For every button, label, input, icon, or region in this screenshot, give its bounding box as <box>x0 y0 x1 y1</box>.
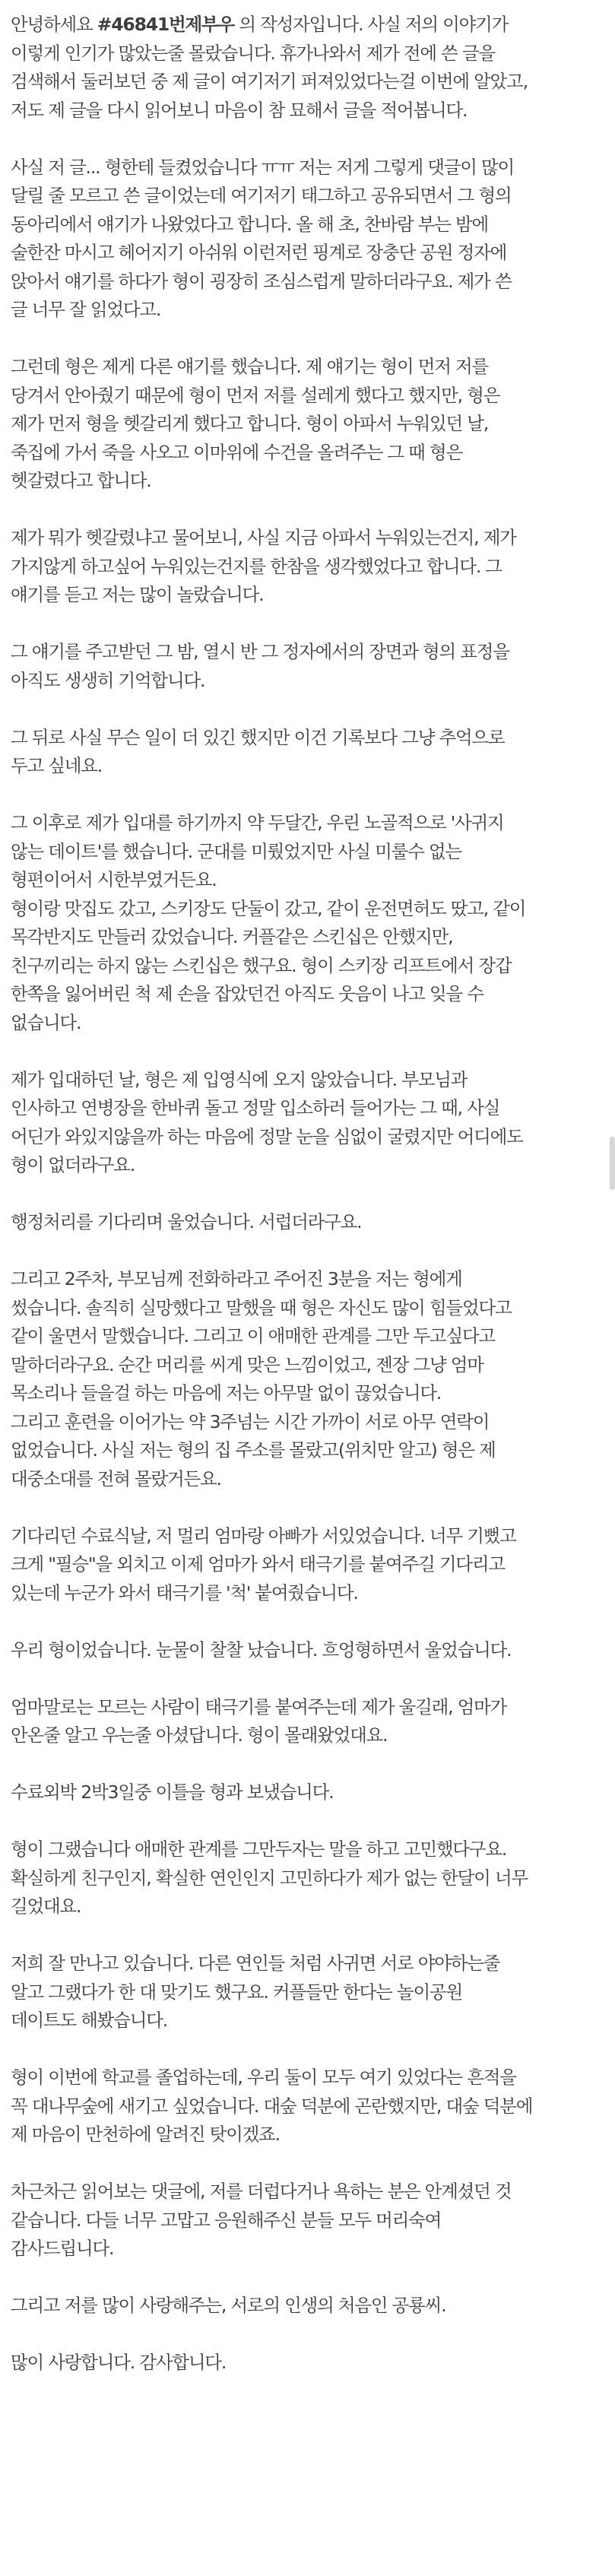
paragraph <box>11 524 607 610</box>
text-segment: 목각반지도 만들러 갔었습니다. 커플같은 스킨십은 안했지만, <box>11 926 453 947</box>
text-segment: 형이 그랬습니다 애매한 관계를 그만두자는 말을 하고 고민했다구요. <box>11 1838 507 1860</box>
text-line <box>11 1379 607 1408</box>
text-segment: 동아리에서 얘기가 나왔었다고 합니다. 올 해 초, 찬바람 부는 밤에 <box>11 213 488 235</box>
text-segment: 얘기를 듣고 저는 많이 놀랐습니다. <box>11 584 264 605</box>
text-line <box>11 980 607 1009</box>
text-segment: 죽집에 가서 죽을 사오고 이마위에 수건을 올려주는 그 때 형은 <box>11 441 462 463</box>
text-line <box>11 1522 607 1551</box>
text-segment: 그 이후로 제가 입대를 하기까지 약 두달간, 우린 노골적으로 '사귀지 <box>11 812 504 833</box>
text-segment: 대중소대를 전혀 몰랐거든요. <box>11 1467 221 1489</box>
text-segment: 그 얘기를 주고받던 그 밤, 열시 반 그 정자에서의 장면과 형의 표정을 <box>11 641 509 662</box>
text-segment: 없습니다. <box>11 1011 81 1033</box>
text-line <box>11 439 607 468</box>
paragraph <box>11 1208 607 1237</box>
text-line <box>11 154 607 182</box>
text-line <box>11 2064 607 2092</box>
text-line <box>11 1351 607 1380</box>
text-segment: 친구끼리는 하지 않는 스킨십은 했구요. 형이 스키장 리프트에서 장갑 <box>11 954 512 976</box>
text-segment: 당겨서 안아줬기 때문에 형이 먼저 저를 설레게 했다고 했지만, 형은 <box>11 384 500 406</box>
text-segment: 글 너무 잘 읽었다고. <box>11 299 161 320</box>
text-segment: 그런데 형은 제게 다른 얘기를 했습니다. 제 얘기는 형이 먼저 저를 <box>11 356 488 377</box>
text-line <box>11 2121 607 2149</box>
paragraph <box>11 1835 607 1921</box>
text-line <box>11 11 607 40</box>
paragraph <box>11 638 607 695</box>
text-line <box>11 1408 607 1437</box>
text-segment: 말하더라구요. 순간 머리를 씨게 맞은 느낌이었고, 젠장 그냥 엄마 <box>11 1353 483 1375</box>
text-segment: 안온줄 알고 우는줄 아셨답니다. 형이 몰래왔었대요. <box>11 1724 388 1746</box>
text-segment: 목소리나 들을걸 하는 마음에 저는 아무말 없이 끊었습니다. <box>11 1382 442 1404</box>
paragraph <box>11 724 607 781</box>
text-line <box>11 1693 607 1722</box>
paragraph <box>11 2064 607 2149</box>
paragraph <box>11 2292 607 2321</box>
text-segment: 의 작성자입니다. 사실 저의 이야기가 <box>234 14 509 35</box>
text-segment: 차근차근 읽어보는 댓글에, 저를 더럽다거나 욕하는 분은 안계셨던 것 <box>11 2181 512 2202</box>
text-line <box>11 268 607 297</box>
text-segment: 달릴 줄 모르고 쓴 글이었는데 여기저기 태그하고 공유되면서 그 형의 <box>11 185 512 206</box>
text-line <box>11 97 607 125</box>
text-line <box>11 1636 607 1665</box>
text-line <box>11 1465 607 1494</box>
text-segment: 있는데 누군가 와서 태극기를 '척' 붙여줬습니다. <box>11 1581 358 1604</box>
text-line <box>11 382 607 411</box>
text-line <box>11 1294 607 1323</box>
text-segment: 않는 데이트'를 했습니다. 군대를 미뤘었지만 사실 미룰수 없는 <box>11 840 461 862</box>
paragraph <box>11 2178 607 2264</box>
text-segment: 한쪽을 잃어버린 척 제 손을 잡았던건 아직도 웃음이 나고 잊을 수 <box>11 983 483 1004</box>
text-line <box>11 838 607 867</box>
text-line <box>11 2178 607 2206</box>
text-line <box>11 1835 607 1864</box>
text-segment: 술한잔 마시고 헤어지기 아쉬워 이런저런 핑계로 장충단 공원 정자에 <box>11 242 507 263</box>
text-segment: 기다리던 수료식날, 저 멀리 엄마랑 아빠가 서있었습니다. 너무 기뻤고 <box>11 1524 516 1547</box>
text-line <box>11 1151 607 1180</box>
paragraph <box>11 1066 607 1180</box>
text-line <box>11 2092 607 2121</box>
text-segment: 제가 먼저 형을 헷갈리게 했다고 합니다. 형이 아파서 누워있던 날, <box>11 413 488 434</box>
paragraph <box>11 353 607 496</box>
text-segment: 그리고 훈련을 이어가는 약 3주넘는 시간 가까이 서로 아무 연락이 <box>11 1410 490 1432</box>
text-segment: 형이 이번에 학교를 졸업하는데, 우리 둘이 모두 여기 있었다는 흔적을 <box>11 2067 516 2088</box>
text-line <box>11 1094 607 1123</box>
post-reference: #46841번제부우 <box>97 14 235 35</box>
text-line <box>11 410 607 439</box>
paragraph <box>11 1693 607 1750</box>
text-line <box>11 467 607 496</box>
text-line <box>11 667 607 696</box>
text-line <box>11 638 607 667</box>
text-segment: 제가 입대하던 날, 형은 제 입영식에 오지 않았습니다. 부모님과 <box>11 1068 468 1090</box>
text-line <box>11 866 607 895</box>
text-line <box>11 1978 607 2007</box>
text-segment: 가지않게 하고싶어 누워있는건지를 한참을 생각했었다고 합니다. 그 <box>11 555 502 577</box>
paragraph <box>11 1522 607 1608</box>
text-segment: 인사하고 연병장을 한바퀴 돌고 정말 입소하러 들어가는 그 때, 사실 <box>11 1097 500 1118</box>
text-segment: 수료외박 2박3일중 이틀을 형과 보냈습니다. <box>11 1781 334 1803</box>
text-segment: 사실 저 글... 형한테 들켰었습니다 ㅠㅠ 저는 저게 그렇게 댓글이 많이 <box>11 156 515 178</box>
text-line <box>11 952 607 981</box>
text-line <box>11 724 607 753</box>
text-line <box>11 553 607 582</box>
paragraph <box>11 1636 607 1665</box>
text-segment: 저도 제 글을 다시 읽어보니 마음이 참 묘해서 글을 적어봅니다. <box>11 99 468 121</box>
text-segment: 알고 그랬다가 한 대 맞기도 했구요. 커플들만 한다는 놀이공원 <box>11 1981 462 2003</box>
text-line <box>11 1436 607 1465</box>
text-line <box>11 2235 607 2264</box>
text-line <box>11 1892 607 1921</box>
text-segment: 썼습니다. 솔직히 실망했다고 말했을 때 형은 자신도 많이 힘들었다고 <box>11 1296 512 1318</box>
text-segment: 같이 울면서 말했습니다. 그리고 이 애매한 관계를 그만 두고싶다고 <box>11 1325 495 1347</box>
text-line <box>11 923 607 952</box>
text-line <box>11 1949 607 1978</box>
paragraph <box>11 1949 607 2035</box>
text-segment: 형이 없더라구요. <box>11 1154 135 1175</box>
post-body <box>11 11 607 2378</box>
text-line <box>11 1864 607 1893</box>
text-segment: 두고 싶네요. <box>11 755 103 776</box>
text-segment: 형편이어서 시한부였거든요. <box>11 869 217 890</box>
text-line <box>11 1208 607 1237</box>
text-segment: 행정처리를 기다리며 울었습니다. 서럽더라구요. <box>11 1211 362 1232</box>
text-line <box>11 1778 607 1807</box>
text-line <box>11 2292 607 2321</box>
text-segment: 제 마음이 만천하에 알려진 탓이겠죠. <box>11 2124 280 2145</box>
text-segment: 이렇게 인기가 많았는줄 몰랐습니다. 휴가나와서 제가 전에 쓴 글을 <box>11 42 495 64</box>
text-segment: 저희 잘 만나고 있습니다. 다른 연인들 처럼 사귀면 서로 야야하는줄 <box>11 1953 500 1974</box>
text-line <box>11 524 607 553</box>
text-segment: 없었습니다. 사실 저는 형의 집 주소를 몰랐고(위치만 알고) 형은 제 <box>11 1439 496 1461</box>
text-line <box>11 1322 607 1351</box>
text-segment: 같습니다. 다들 너무 고맙고 응원해주신 분들 모두 머리숙여 <box>11 2209 442 2231</box>
text-segment: 어딘가 와있지않을까 하는 마음에 정말 눈을 심없이 굴렸지만 어디에도 <box>11 1125 523 1147</box>
text-line <box>11 2206 607 2235</box>
text-line <box>11 182 607 211</box>
paragraph <box>11 809 607 1037</box>
text-segment: 안녕하세요 <box>11 14 97 35</box>
text-segment: 검색해서 둘러보던 중 제 글이 여기저기 퍼져있었다는걸 이번에 알았고, <box>11 71 528 92</box>
paragraph <box>11 2349 607 2378</box>
text-segment: 확실하게 친구인지, 확실한 연인인지 고민하다가 제가 없는 한달이 너무 <box>11 1867 528 1889</box>
text-line <box>11 2349 607 2378</box>
text-segment: 그 뒤로 사실 무슨 일이 더 있긴 했지만 이건 기록보다 그냥 추억으로 <box>11 726 505 748</box>
text-line <box>11 895 607 924</box>
text-segment: 엄마말로는 모르는 사람이 태극기를 붙여주는데 제가 울길래, 엄마가 <box>11 1696 507 1718</box>
paragraph <box>11 1265 607 1493</box>
text-line <box>11 1123 607 1152</box>
text-segment: 아직도 생생히 기억합니다. <box>11 669 205 691</box>
text-segment: 감사드립니다. <box>11 2238 114 2259</box>
text-line <box>11 239 607 268</box>
text-segment: 꼭 대나무숲에 새기고 싶었습니다. 대숲 덕분에 곤란했지만, 대숲 덕분에 <box>11 2095 533 2117</box>
text-segment: 길었대요. <box>11 1896 81 1917</box>
text-segment: 앉아서 얘기를 하다가 형이 굉장히 조심스럽게 말하더라구요. 제가 쓴 <box>11 270 512 292</box>
text-line <box>11 809 607 838</box>
text-segment: 우리 형이었습니다. 눈물이 찰찰 났습니다. 흐엉형하면서 울었습니다. <box>11 1639 512 1661</box>
text-segment: 제가 뭐가 헷갈렸냐고 물어보니, 사실 지금 아파서 누워있는건지, 제가 <box>11 527 516 548</box>
scrollbar-thumb[interactable] <box>610 1137 615 1190</box>
text-segment: 많이 사랑합니다. 감사합니다. <box>11 2352 227 2373</box>
text-line <box>11 2007 607 2035</box>
text-segment: 헷갈렸다고 합니다. <box>11 470 151 491</box>
text-segment: 그리고 저를 많이 사랑해주는, 서로의 인생의 처음인 공룡씨. <box>11 2295 446 2316</box>
text-line <box>11 1009 607 1038</box>
text-line <box>11 1579 607 1608</box>
paragraph <box>11 11 607 125</box>
text-segment: 데이트도 해봤습니다. <box>11 2010 168 2031</box>
text-line <box>11 1721 607 1750</box>
text-segment: 크게 "필승"을 외치고 이제 엄마가 와서 태극기를 붙여주길 기다리고 <box>11 1553 505 1575</box>
paragraph <box>11 154 607 325</box>
text-line <box>11 1550 607 1579</box>
text-segment: 그리고 2주차, 부모님께 전화하라고 주어진 3분을 저는 형에게 <box>11 1268 462 1290</box>
text-line <box>11 40 607 68</box>
text-segment: 형이랑 맛집도 갔고, 스키장도 단둘이 갔고, 같이 운전면허도 땄고, 같이 <box>11 897 526 919</box>
text-line <box>11 581 607 610</box>
text-line <box>11 296 607 325</box>
text-line <box>11 752 607 781</box>
text-line <box>11 68 607 97</box>
text-line <box>11 211 607 240</box>
text-line <box>11 1265 607 1294</box>
paragraph <box>11 1778 607 1807</box>
text-line <box>11 1066 607 1095</box>
text-line <box>11 353 607 382</box>
